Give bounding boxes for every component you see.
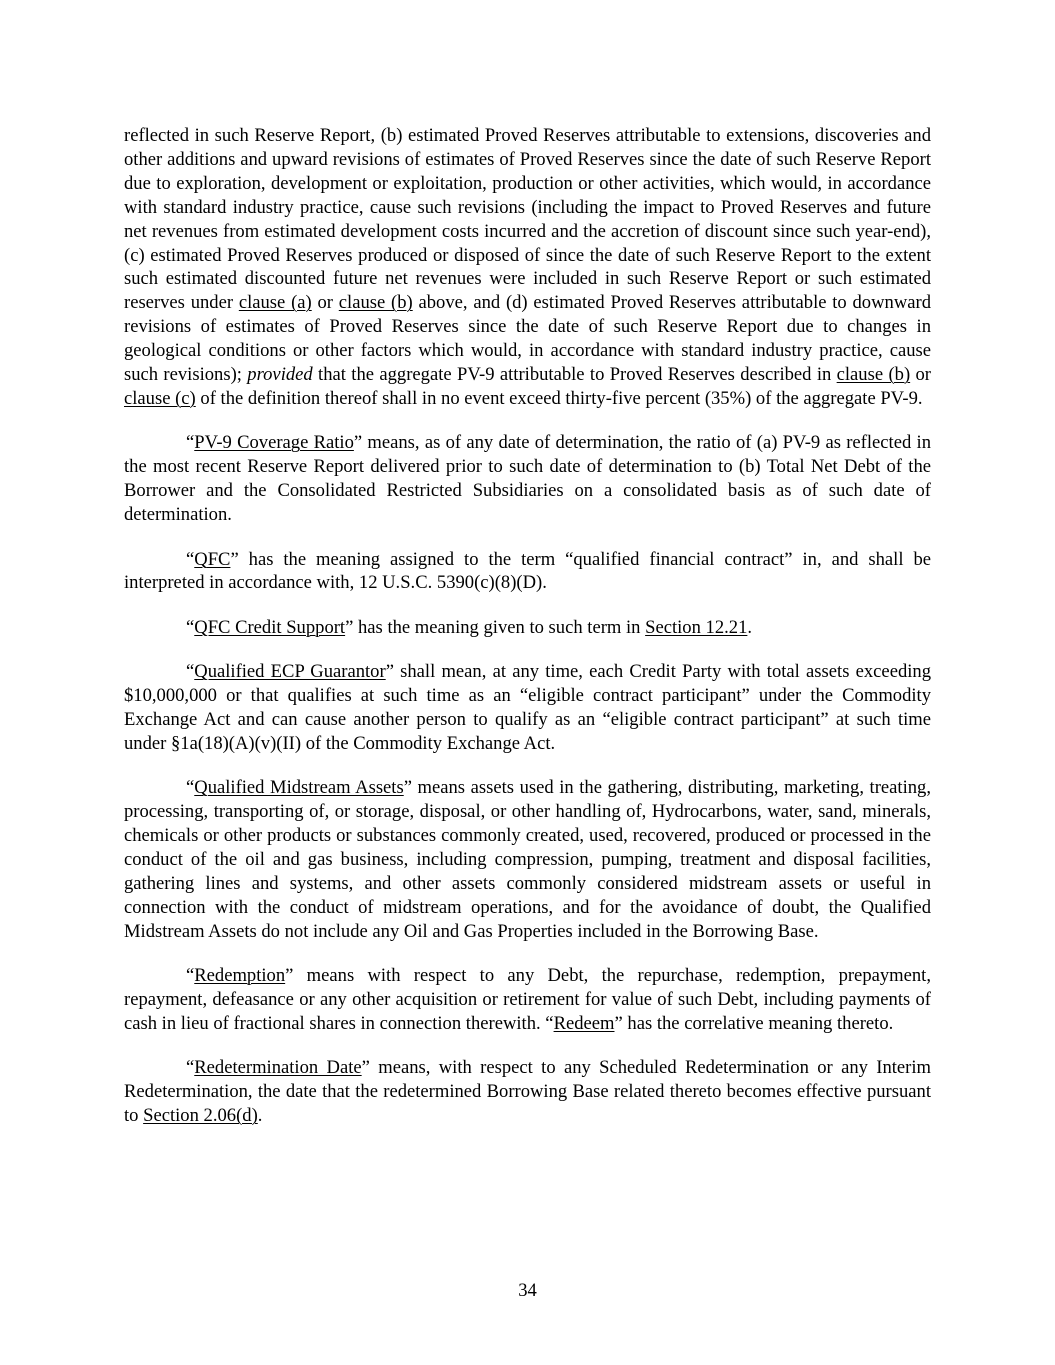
- definition-redemption: [124, 964, 931, 1036]
- open-quote: “: [186, 616, 195, 638]
- provided-keyword: provided: [247, 364, 313, 386]
- definition-qualified-midstream-assets: [124, 776, 931, 943]
- defined-term: Redeem: [553, 1013, 615, 1034]
- open-quote: “: [186, 777, 195, 799]
- text-run: .: [747, 616, 753, 638]
- defined-term: QFC Credit Support: [194, 616, 346, 638]
- defined-term: Qualified ECP Guarantor: [194, 661, 386, 683]
- open-quote: “: [186, 965, 195, 987]
- text-run: or: [910, 364, 931, 386]
- section-reference: Section 12.21: [645, 616, 748, 638]
- clause-c-reference: clause (c): [124, 387, 196, 409]
- page-number: 34: [518, 1280, 537, 1301]
- definition-text: ” means assets used in the gathering, distributing, marketing, treating, processing, transporting of, or storage, disposal, or other handling of, Hydrocarbons, water, sand, minerals, chemicals or other products or substances commonly created, used, recovered, produced or processed in the conduct of the oil and gas business, including compression, pumping, treatment and disposal facilities, gathering lines and systems, and other assets commonly considered midstream assets or useful in connection with the conduct of midstream operations, and for the avoidance of doubt, the Qualified Midstream Assets do not include any Oil and Gas Properties included in the Borrowing Base.: [124, 777, 931, 942]
- text-run: above, and (d) estimated Proved Reserves attributable to downward revisions of estimates of Proved Reserves since the date of such Reserve Report due to changes in geological conditions or other factors which would, in accordance with standard industry practice, cause such revisions);: [124, 292, 931, 386]
- definition-text: ” means with respect to any Debt, the repurchase, redemption, prepayment, repayment, defeasance or any other acquisition or retirement for value of such Debt, including payments of cash in lieu of fractional shares in connection therewith. “: [124, 965, 931, 1034]
- defined-term: Redetermination Date: [194, 1057, 362, 1079]
- open-quote: “: [186, 432, 195, 454]
- clause-b-reference: clause (b): [836, 364, 911, 386]
- definition-text: ” means, as of any date of determination, the ratio of (a) PV-9 as reflected in the most recent Reserve Report delivered prior to such date of determination to (b) Total Net Debt of the Borrower and the Consolidated Restricted Subsidiaries on a consolidated basis as of such date of determination.: [124, 432, 932, 526]
- pv9-definition-continuation: [124, 124, 931, 411]
- open-quote: “: [186, 661, 195, 683]
- defined-term: PV-9 Coverage Ratio: [194, 432, 354, 454]
- definition-redetermination-date: [124, 1056, 931, 1128]
- defined-term: Qualified Midstream Assets: [194, 777, 404, 799]
- definition-pv9-coverage-ratio: [124, 431, 931, 527]
- text-run: ” has the correlative meaning thereto.: [614, 1013, 894, 1034]
- definition-text: ” has the meaning given to such term in: [345, 616, 646, 638]
- text-run: of the definition thereof shall in no event exceed thirty-five percent (35%) of the aggregate PV-9.: [195, 387, 923, 409]
- text-run: .: [257, 1105, 263, 1127]
- clause-a-reference: clause (a): [238, 292, 312, 314]
- definition-qfc-credit-support: [124, 616, 931, 640]
- document-body: [124, 124, 931, 1149]
- text-run: reflected in such Reserve Report, (b) estimated Proved Reserves attributable to extensions, discoveries and other additions and upward revisions of estimates of Proved Reserves since the date of such Reserve Report due to exploration, development or exploitation, production or other activities, which would, in accordance with standard industry practice, cause such revisions (including the impact to Proved Reserves and future net revenues from estimated development costs incurred and the accretion of discount since such year-end), (c) estimated Proved Reserves produced or disposed of since the date of such Reserve Report to the extent such estimated discounted future net revenues were included in such Reserve Report or such estimated reserves under: [124, 125, 931, 314]
- definition-text: ” has the meaning assigned to the term “qualified financial contract” in, and shall be interpreted in accordance with, 12 U.S.C. 5390(c)(8)(D).: [124, 548, 931, 594]
- clause-b-reference: clause (b): [338, 292, 413, 314]
- section-reference: Section 2.06(d): [143, 1105, 258, 1127]
- text-run: or: [311, 292, 339, 314]
- defined-term: Redemption: [194, 965, 286, 987]
- defined-term: QFC: [194, 548, 231, 570]
- definition-text: ” shall mean, at any time, each Credit Party with total assets exceeding $10,000,000 or that qualifies at such time as an “eligible contract participant” under the Commodity Exchange Act and can cause another person to qualify as an “eligible contract participant” at such time under §1a(18)(A)(v)(II) of the Commodity Exchange Act.: [124, 661, 931, 754]
- definition-qfc: [124, 548, 931, 596]
- open-quote: “: [186, 1057, 195, 1079]
- definition-qualified-ecp-guarantor: [124, 660, 931, 756]
- open-quote: “: [186, 548, 195, 570]
- definition-text: ” means, with respect to any Scheduled Redetermination or any Interim Redetermination, the date that the redetermined Borrowing Base related thereto becomes effective pursuant to: [124, 1057, 931, 1127]
- text-run: that the aggregate PV-9 attributable to Proved Reserves described in: [312, 364, 837, 386]
